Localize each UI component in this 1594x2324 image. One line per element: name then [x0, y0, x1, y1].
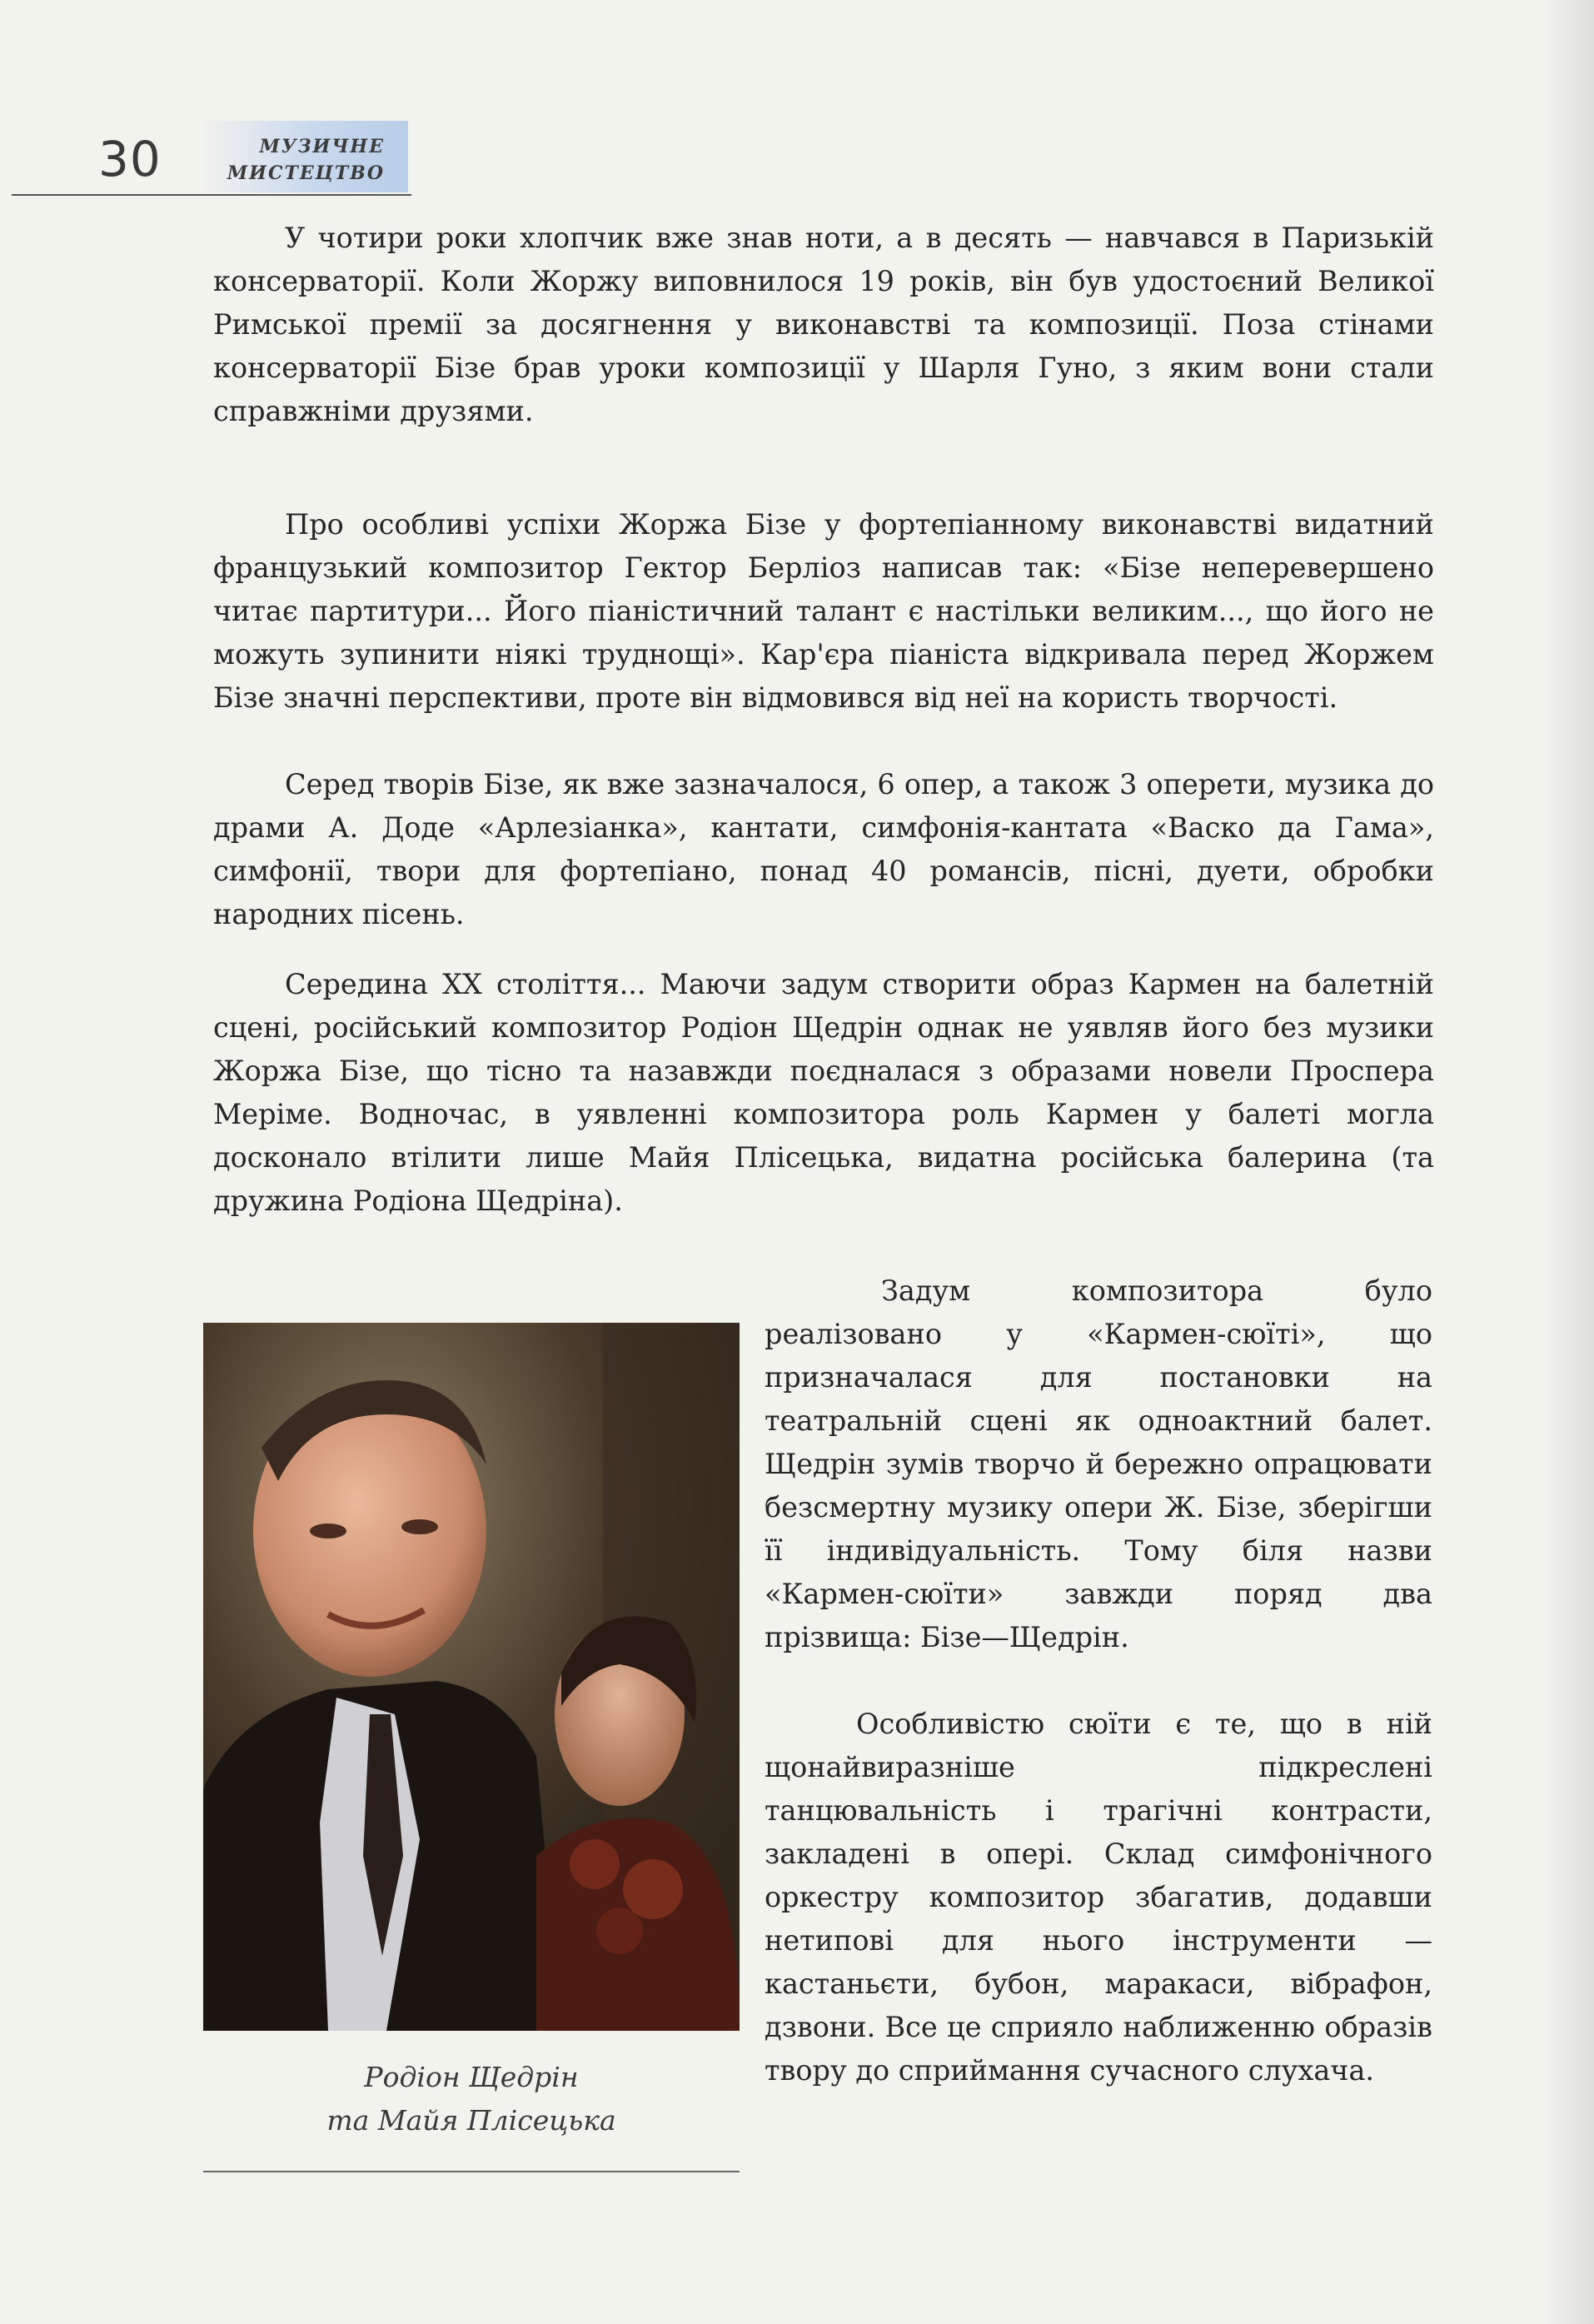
page-header — [0, 112, 416, 196]
paragraph-4: Середина XX століття... Маючи задум створити образ Кармен на балетній сцені, російський композитор Родіон Щедрін однак не уявляв його без музики Жоржа Бізе, що тісно та назавжди поєдналася з образами новели Проспера Меріме. Водночас, в уявленні композитора роль Кармен у балеті могла досконало втілити лише Майя Плісецька, видатна російська балерина (та дружина Родіона Щедріна). — [213, 968, 1434, 1217]
paragraph-1: У чотири роки хлопчик вже знав ноти, а в десять — навчався в Паризькій консерваторії. Коли Жоржу виповнилося 19 років, він був удостоєний Великої Римської премії за досягнення у виконавстві та композиції. Поза стінами консерваторії Бізе брав уроки композиції у Шарля Гуно, з яким вони стали справжніми друзями. — [213, 222, 1434, 427]
caption-line-1: Родіон Щедрін — [364, 2061, 579, 2093]
paragraph-2: Про особливі успіхи Жоржа Бізе у фортепіанному виконавстві видатний французький композитор Гектор Берліоз написав так: «Бізе неперевершено читає партитури... Його піаністичний талант є настільки великим..., що його не можуть зупинити ніякі труднощі». Кар'єра піаніста відкривала перед Жоржем Бізе значні перспективи, проте він відмовився від неї на користь творчості. — [213, 508, 1434, 714]
paragraph-3: Серед творів Бізе, як вже зазначалося, 6 опер, а також 3 оперети, музика до драми А. Доде «Арлезіанка», кантати, симфонія-кантата «Васко да Гама», симфонії, твори для фортепіано, понад 40 романсів, пісні, дуети, обробки народних пісень. — [213, 768, 1434, 930]
page-edge-shadow — [1544, 0, 1594, 2324]
photo-illustration — [203, 1323, 740, 2031]
paragraph-6: Особливістю сюїти є те, що в ній щонайвиразніше підкреслені танцювальність і трагічні контрасти, закладені в опері. Склад симфонічного оркестру композитор збагатив, додавши нетипові для нього інструменти — кастаньєти, бубон, маракаси, вібрафон, дзвони. Все це сприяло наближенню образів твору до сприймання сучасного слухача. — [765, 1708, 1432, 2087]
caption-line-2: та Майя Плісецька — [326, 2104, 616, 2137]
section-tag — [198, 121, 408, 192]
section-tag-line2: МИСТЕЦТВО — [227, 162, 385, 184]
paragraph-5: Задум композитора було реалізовано у «Кармен-сюїті», що призначалася для постановки на театральній сцені як одноактний балет. Щедрін зумів творчо й бережно опрацювати безсмертну музику опери Ж. Бізе, зберігши її індивідуальність. Тому біля назви «Кармен-сюїти» завжди поряд два прізвища: Бізе—Щедрін. — [765, 1274, 1432, 1653]
photo-caption — [203, 2056, 740, 2142]
page-number: 30 — [98, 131, 162, 187]
header-rule — [12, 194, 411, 196]
photo-shchedrin-plisetskaya — [203, 1323, 740, 2031]
caption-rule — [203, 2171, 740, 2172]
section-tag-line1: МУЗИЧНЕ — [259, 136, 385, 157]
